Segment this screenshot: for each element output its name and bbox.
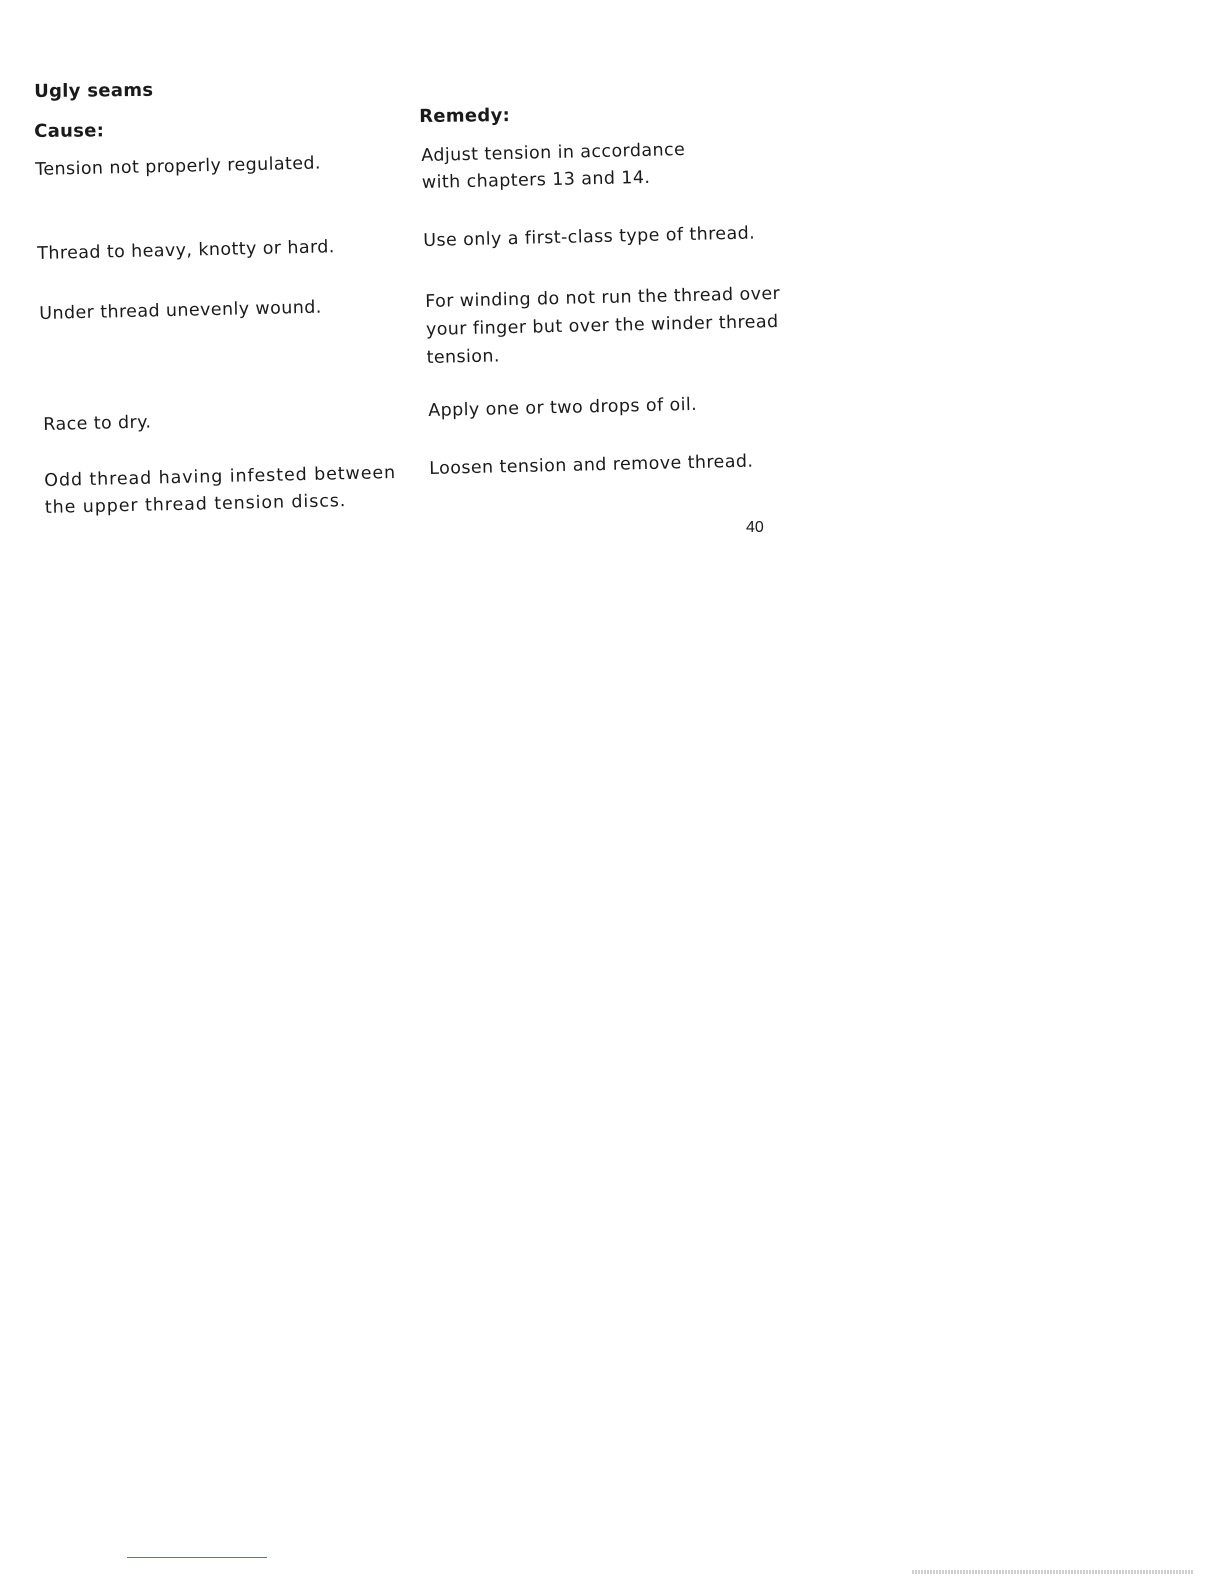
cause-text-1: Tension not properly regulated. <box>35 153 322 180</box>
page-number: 40 <box>746 519 764 536</box>
cause-text-5: Odd thread having infested between the upper thread tension discs. <box>44 463 397 518</box>
cause-text-2: Thread to heavy, knotty or hard. <box>37 237 335 264</box>
remedy-text-4: Apply one or two drops of oil. <box>428 394 698 421</box>
remedy-text-1: Adjust tension in accordance with chapters 13 and 14. <box>421 140 686 193</box>
remedy-text-2: Use only a first-class type of thread. <box>423 223 756 251</box>
cause-text-4: Race to dry. <box>43 412 152 435</box>
scan-rule-left <box>127 1557 267 1558</box>
section-title: Ugly seams <box>34 79 154 102</box>
scan-edge-artifact <box>912 1570 1194 1574</box>
cause-text-3: Under thread unevenly wound. <box>39 297 322 324</box>
remedy-text-5: Loosen tension and remove thread. <box>429 451 754 479</box>
cause-heading: Cause: <box>34 120 105 142</box>
remedy-text-3: For winding do not run the thread over your finger but over the winder thread tension. <box>425 283 781 368</box>
remedy-heading: Remedy: <box>419 105 511 127</box>
